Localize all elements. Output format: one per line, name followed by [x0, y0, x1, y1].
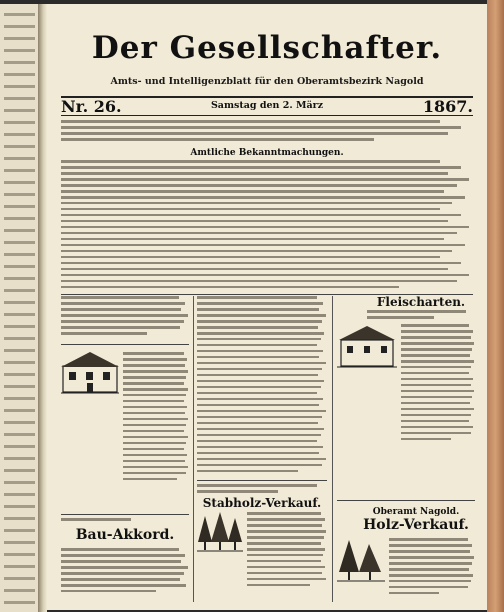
- text-line-placeholder: [197, 452, 319, 455]
- text-line-placeholder: [247, 512, 321, 515]
- newspaper-page: [47, 4, 487, 610]
- text-line-placeholder: [197, 416, 322, 419]
- text-line-placeholder: [123, 454, 187, 457]
- header-rule-bottom: [61, 115, 473, 116]
- text-line-placeholder: [61, 332, 147, 335]
- adjacent-page-line: [4, 193, 35, 196]
- text-line-placeholder: [61, 184, 457, 187]
- text-line-placeholder: [389, 538, 468, 541]
- text-line-placeholder: [401, 426, 473, 429]
- text-line-placeholder: [61, 126, 461, 129]
- col1-heading-bau-akkord: Bau-Akkord.: [75, 527, 175, 543]
- col3-heading-fleischarten: Fleischarten.: [376, 295, 466, 309]
- adjacent-page-line: [4, 577, 35, 580]
- text-line-placeholder: [61, 262, 461, 265]
- text-line-placeholder: [61, 320, 184, 323]
- text-line-placeholder: [197, 308, 319, 311]
- text-line-placeholder: [197, 350, 323, 353]
- text-line-placeholder: [197, 362, 326, 365]
- text-line-placeholder: [389, 562, 472, 565]
- text-line-placeholder: [197, 356, 319, 359]
- text-line-placeholder: [123, 442, 186, 445]
- adjacent-page-line: [4, 13, 35, 16]
- adjacent-page-line: [4, 337, 35, 340]
- text-line-placeholder: [61, 220, 448, 223]
- text-line-placeholder: [61, 172, 448, 175]
- col3-notice-3-body: [389, 538, 475, 598]
- text-line-placeholder: [61, 232, 457, 235]
- text-line-placeholder: [123, 466, 188, 469]
- text-line-placeholder: [61, 208, 440, 211]
- text-line-placeholder: [247, 530, 326, 533]
- text-line-placeholder: [61, 584, 186, 587]
- text-line-placeholder: [61, 238, 444, 241]
- text-line-placeholder: [61, 250, 452, 253]
- text-line-placeholder: [123, 460, 185, 463]
- adjacent-page-line: [4, 145, 35, 148]
- text-line-placeholder: [123, 448, 184, 451]
- col3-notice-1-body: [401, 324, 475, 444]
- masthead-subtitle: Amts- und Intelligenzblatt für den Oberamtsbezirk Nagold: [110, 76, 424, 87]
- issue-year: 1867.: [422, 97, 473, 116]
- text-line-placeholder: [401, 348, 472, 351]
- text-line-placeholder: [123, 364, 185, 367]
- issue-date: Samstag den 2. März: [210, 100, 324, 111]
- col1-divider-2: [61, 514, 189, 515]
- text-line-placeholder: [197, 410, 326, 413]
- col1-notice-2: [61, 350, 189, 394]
- adjacent-page-line: [4, 601, 35, 604]
- col1-notice-3-body: [61, 548, 189, 596]
- text-line-placeholder: [61, 196, 465, 199]
- text-line-placeholder: [401, 396, 472, 399]
- col3-divider-1: [337, 500, 475, 501]
- text-line-placeholder: [197, 464, 322, 467]
- text-line-placeholder: [197, 440, 317, 443]
- text-line-placeholder: [367, 316, 434, 319]
- text-line-placeholder: [389, 556, 474, 559]
- text-line-placeholder: [61, 518, 131, 521]
- col2-heading-stabholz: Stabholz-Verkauf.: [202, 496, 322, 510]
- text-line-placeholder: [401, 384, 471, 387]
- text-line-placeholder: [401, 414, 471, 417]
- text-line-placeholder: [197, 302, 323, 305]
- text-line-placeholder: [401, 372, 469, 375]
- text-line-placeholder: [401, 366, 471, 369]
- column-divider-2: [332, 296, 333, 602]
- text-line-placeholder: [61, 244, 465, 247]
- text-line-placeholder: [123, 382, 184, 385]
- text-line-placeholder: [61, 120, 440, 123]
- text-line-placeholder: [197, 296, 317, 299]
- text-line-placeholder: [61, 548, 179, 551]
- text-line-placeholder: [123, 418, 188, 421]
- forest-woodcut-icon: [197, 512, 243, 552]
- text-line-placeholder: [61, 308, 181, 311]
- text-line-placeholder: [61, 202, 452, 205]
- text-line-placeholder: [61, 554, 185, 557]
- text-line-placeholder: [61, 166, 461, 169]
- text-line-placeholder: [123, 358, 187, 361]
- adjacent-page-line: [4, 325, 35, 328]
- text-line-placeholder: [61, 560, 181, 563]
- masthead-title: Der Gesellschafter.: [91, 30, 443, 66]
- adjacent-page-line: [4, 541, 35, 544]
- text-line-placeholder: [197, 338, 321, 341]
- adjacent-page-line: [4, 217, 35, 220]
- col2-notice-2-intro: [197, 484, 327, 496]
- adjacent-page-line: [4, 385, 35, 388]
- text-line-placeholder: [247, 566, 325, 569]
- adjacent-page-line: [4, 493, 35, 496]
- col1-notice-3-intro: [61, 518, 189, 524]
- adjacent-page-line: [4, 265, 35, 268]
- adjacent-page-line: [4, 433, 35, 436]
- text-line-placeholder: [123, 388, 188, 391]
- text-line-placeholder: [389, 568, 469, 571]
- text-line-placeholder: [197, 320, 322, 323]
- col1-divider-1: [61, 344, 189, 345]
- adjacent-page-line: [4, 205, 35, 208]
- adjacent-page-line: [4, 409, 35, 412]
- text-line-placeholder: [247, 536, 324, 539]
- adjacent-page-line: [4, 181, 35, 184]
- text-line-placeholder: [197, 422, 318, 425]
- adjacent-page-line: [4, 241, 35, 244]
- adjacent-page-line: [4, 253, 35, 256]
- adjacent-page-line: [4, 49, 35, 52]
- text-line-placeholder: [197, 404, 319, 407]
- adjacent-page-line: [4, 61, 35, 64]
- text-line-placeholder: [197, 332, 324, 335]
- adjacent-page-line: [4, 109, 35, 112]
- column-divider-1: [193, 296, 194, 602]
- column-1: [61, 296, 189, 604]
- text-line-placeholder: [61, 572, 184, 575]
- text-line-placeholder: [247, 578, 326, 581]
- text-line-placeholder: [401, 420, 469, 423]
- text-line-placeholder: [61, 326, 180, 329]
- col3-heading-holz-verkauf: Holz-Verkauf.: [363, 517, 469, 533]
- adjacent-page-line: [4, 133, 35, 136]
- text-line-placeholder: [61, 566, 188, 569]
- text-line-placeholder: [123, 400, 184, 403]
- text-line-placeholder: [401, 354, 470, 357]
- text-line-placeholder: [389, 550, 470, 553]
- text-line-placeholder: [247, 542, 321, 545]
- issue-bar: [61, 96, 473, 114]
- adjacent-page-line: [4, 397, 35, 400]
- text-line-placeholder: [61, 190, 444, 193]
- adjacent-page-line: [4, 73, 35, 76]
- text-line-placeholder: [401, 402, 470, 405]
- issue-number: Nr. 26.: [61, 97, 122, 116]
- col3-notice-1-sub: [367, 310, 475, 322]
- text-line-placeholder: [247, 560, 321, 563]
- subscription-notice: [61, 120, 473, 144]
- text-line-placeholder: [247, 554, 323, 557]
- text-line-placeholder: [401, 408, 474, 411]
- text-line-placeholder: [197, 446, 323, 449]
- text-line-placeholder: [197, 434, 321, 437]
- text-line-placeholder: [123, 406, 187, 409]
- text-line-placeholder: [61, 178, 469, 181]
- text-line-placeholder: [401, 324, 469, 327]
- col2-divider-1: [197, 480, 327, 481]
- text-line-placeholder: [367, 310, 466, 313]
- book-spine: [487, 0, 504, 612]
- text-line-placeholder: [197, 374, 318, 377]
- text-line-placeholder: [401, 342, 474, 345]
- text-line-placeholder: [197, 314, 326, 317]
- adjacent-page-line: [4, 157, 35, 160]
- text-line-placeholder: [123, 424, 186, 427]
- text-line-placeholder: [389, 586, 468, 589]
- col2-notice-1: [197, 296, 327, 476]
- text-line-placeholder: [123, 412, 185, 415]
- text-line-placeholder: [123, 376, 186, 379]
- adjacent-page-line: [4, 553, 35, 556]
- adjacent-page-line: [4, 517, 35, 520]
- text-line-placeholder: [389, 580, 471, 583]
- adjacent-page-line: [4, 121, 35, 124]
- col1-notice-2-body: [123, 352, 189, 484]
- column-3: [337, 296, 475, 604]
- adjacent-page-line: [4, 85, 35, 88]
- col1-notice-1: [61, 296, 189, 338]
- text-line-placeholder: [123, 430, 184, 433]
- text-line-placeholder: [401, 330, 473, 333]
- adjacent-page-line: [4, 421, 35, 424]
- text-line-placeholder: [401, 378, 473, 381]
- adjacent-page-line: [4, 529, 35, 532]
- building-woodcut-icon: [337, 324, 397, 368]
- text-line-placeholder: [61, 286, 399, 289]
- text-line-placeholder: [247, 518, 325, 521]
- text-line-placeholder: [401, 360, 474, 363]
- text-line-placeholder: [247, 524, 322, 527]
- text-line-placeholder: [389, 574, 473, 577]
- adjacent-page-edge: [0, 4, 39, 612]
- text-line-placeholder: [123, 436, 188, 439]
- adjacent-page-line: [4, 361, 35, 364]
- text-line-placeholder: [123, 394, 186, 397]
- text-line-placeholder: [61, 274, 469, 277]
- building-woodcut-icon: [61, 350, 119, 394]
- text-line-placeholder: [197, 386, 321, 389]
- column-2: [197, 296, 327, 604]
- text-line-placeholder: [197, 380, 324, 383]
- col3-heading-oberamt: Oberamt Nagold.: [372, 507, 460, 517]
- adjacent-page-line: [4, 481, 35, 484]
- text-line-placeholder: [401, 336, 471, 339]
- text-line-placeholder: [61, 256, 440, 259]
- adjacent-page-line: [4, 469, 35, 472]
- text-line-placeholder: [401, 432, 471, 435]
- adjacent-page-line: [4, 37, 35, 40]
- text-line-placeholder: [247, 548, 325, 551]
- text-line-placeholder: [197, 326, 318, 329]
- text-line-placeholder: [197, 490, 278, 493]
- adjacent-page-line: [4, 301, 35, 304]
- lead-article-body: [61, 160, 473, 292]
- text-line-placeholder: [389, 544, 472, 547]
- adjacent-page-line: [4, 457, 35, 460]
- text-line-placeholder: [61, 268, 448, 271]
- adjacent-page-line: [4, 445, 35, 448]
- adjacent-page-line: [4, 229, 35, 232]
- adjacent-page-line: [4, 589, 35, 592]
- tree-woodcut-icon: [337, 538, 385, 582]
- text-line-placeholder: [197, 470, 298, 473]
- text-line-placeholder: [123, 370, 188, 373]
- adjacent-page-line: [4, 505, 35, 508]
- adjacent-page-line: [4, 565, 35, 568]
- section-title-amtliche: Amtliche Bekanntmachungen.: [190, 148, 344, 158]
- adjacent-page-line: [4, 277, 35, 280]
- adjacent-page-line: [4, 313, 35, 316]
- adjacent-page-line: [4, 373, 35, 376]
- text-line-placeholder: [197, 344, 317, 347]
- text-line-placeholder: [61, 132, 448, 135]
- col2-notice-2-body: [247, 512, 327, 590]
- text-line-placeholder: [197, 458, 326, 461]
- text-line-placeholder: [197, 398, 323, 401]
- text-line-placeholder: [61, 160, 440, 163]
- text-line-placeholder: [61, 226, 469, 229]
- text-line-placeholder: [401, 438, 451, 441]
- adjacent-page-line: [4, 97, 35, 100]
- text-line-placeholder: [61, 296, 179, 299]
- text-line-placeholder: [123, 472, 186, 475]
- text-line-placeholder: [197, 484, 317, 487]
- text-line-placeholder: [247, 584, 310, 587]
- text-line-placeholder: [61, 138, 374, 141]
- text-line-placeholder: [123, 352, 184, 355]
- text-line-placeholder: [123, 478, 177, 481]
- text-line-placeholder: [401, 390, 474, 393]
- text-line-placeholder: [61, 578, 180, 581]
- text-line-placeholder: [61, 214, 461, 217]
- text-line-placeholder: [197, 368, 322, 371]
- text-line-placeholder: [197, 392, 317, 395]
- book-gutter: [38, 4, 47, 612]
- text-line-placeholder: [61, 280, 457, 283]
- text-line-placeholder: [61, 314, 188, 317]
- adjacent-page-line: [4, 349, 35, 352]
- adjacent-page-line: [4, 289, 35, 292]
- text-line-placeholder: [61, 302, 185, 305]
- text-line-placeholder: [389, 592, 439, 595]
- text-line-placeholder: [61, 590, 156, 593]
- text-line-placeholder: [197, 428, 324, 431]
- adjacent-page-line: [4, 169, 35, 172]
- text-line-placeholder: [247, 572, 322, 575]
- adjacent-page-line: [4, 25, 35, 28]
